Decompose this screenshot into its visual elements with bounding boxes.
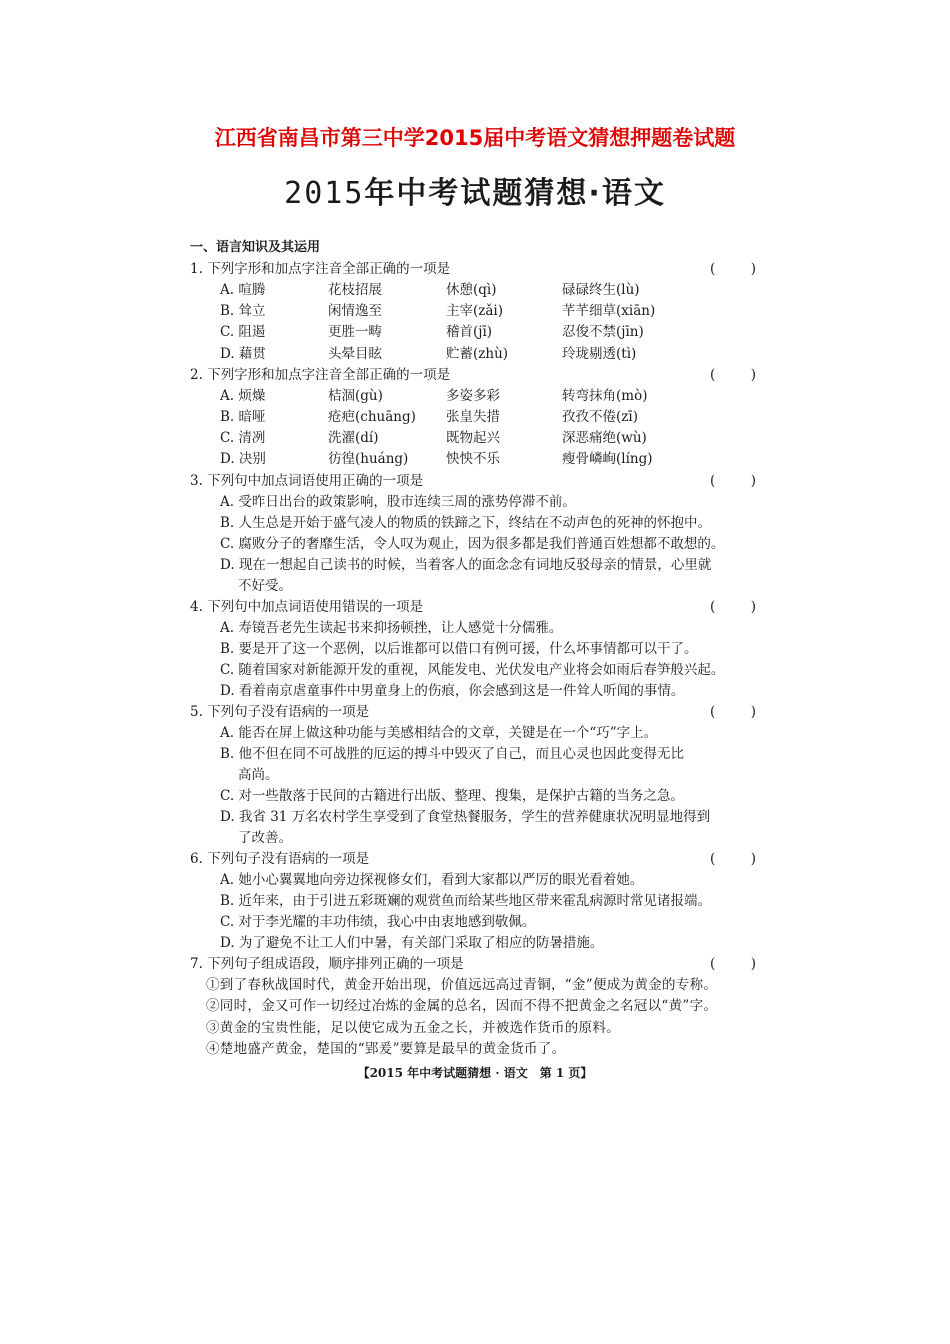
option-sentence [190, 534, 756, 555]
option-cell: 深恶痛绝(wù) [562, 430, 647, 447]
sentence-text: A. 寿镜吾老先生读起书来抑扬顿挫，让人感觉十分儒雅。 [220, 619, 563, 636]
option-cell: B. 暗哑 [220, 408, 266, 425]
option-row [190, 301, 756, 322]
exam-title-text: 年中考试题猜想·语文 [364, 176, 666, 211]
option-cell: 怏怏不乐 [446, 451, 500, 468]
option-cell: 桔涸(gù) [328, 387, 383, 404]
option-sentence [190, 933, 756, 954]
option-row [190, 386, 756, 407]
sentence-text: A. 能否在屏上做这种功能与美感相结合的文章，关键是在一个“巧”字上。 [220, 724, 658, 741]
sentence-text: B. 要是开了这一个恶例，以后谁都可以借口有例可援，什么坏事情都可以干了。 [220, 640, 698, 657]
bracket-left: ( [710, 850, 716, 867]
option-cell: B. 耸立 [220, 303, 266, 320]
option-sentence [190, 618, 756, 639]
option-sentence [190, 975, 756, 997]
option-cell: 闲情逸至 [328, 303, 382, 320]
sentence-text: ④楚地盛产黄金，楚国的“郢爰”要算是最早的黄金货币了。 [206, 1041, 566, 1057]
option-cell: C. 阻遏 [220, 324, 266, 341]
sentence-continuation: 不好受。 [238, 577, 292, 594]
document-title: 江西省南昌市第三中学2015届中考语文猜想押题卷试题 [214, 126, 736, 150]
page-footer: 【2015 年中考试题猜想 · 语文 第 1 页】 [357, 1066, 593, 1080]
sentence-text: ①到了春秋战国时代，黄金开始出现，价值远远高过青铜，“金”便成为黄金的专称。 [206, 976, 718, 993]
sentence-text: B. 近年来，由于引进五彩斑斓的观赏鱼而给某些地区带来霍乱病源时常见诸报端。 [220, 892, 712, 909]
question-text: 1. 下列字形和加点字注音全部正确的一项是 [190, 261, 451, 277]
question-stem [190, 597, 756, 618]
option-sentence [190, 660, 756, 681]
exam-title-year: 2015 [284, 176, 365, 211]
option-cell: 碌碌终生(lù) [562, 282, 640, 298]
option-sentence [190, 681, 756, 702]
option-cell: 洗濯(dí) [328, 430, 379, 447]
option-cell: 瘦骨嶙峋(líng) [562, 451, 653, 468]
option-row [190, 407, 756, 428]
sentence-text: A. 她小心翼翼地向旁边探视修女们，看到大家都以严厉的眼光看着她。 [220, 871, 644, 888]
option-cell: D. 决别 [220, 451, 266, 468]
answer-bracket [710, 849, 756, 870]
option-sentence [190, 807, 756, 849]
question-stem [190, 702, 756, 723]
option-sentence [190, 492, 756, 513]
question-stem [190, 849, 756, 870]
option-cell: 既物起兴 [446, 430, 500, 447]
bracket-right: ) [750, 366, 756, 383]
sentence-text: C. 对于李光耀的丰功伟绩，我心中由衷地感到敬佩。 [220, 913, 536, 930]
bracket-left: ( [710, 472, 716, 489]
option-sentence [190, 723, 756, 744]
option-cell: 多姿多彩 [446, 387, 500, 404]
option-cell: 芊芊细草(xiān) [562, 303, 656, 320]
option-sentence [190, 1018, 756, 1040]
option-cell: 孜孜不倦(zī) [562, 408, 638, 425]
sentence-text: D. 看着南京虐童事件中男童身上的伤痕，你会感到这是一件耸人听闻的事情。 [220, 682, 685, 699]
option-sentence [190, 996, 756, 1018]
bracket-left: ( [710, 703, 716, 720]
option-cell: C. 清冽 [220, 430, 266, 447]
answer-bracket [710, 471, 756, 492]
sentence-text: A. 受昨日出台的政策影响，股市连续三周的涨势停滞不前。 [220, 493, 576, 510]
bracket-left: ( [710, 261, 716, 277]
option-row [190, 449, 756, 470]
option-row [190, 428, 756, 449]
option-cell: 休憩(qì) [446, 282, 497, 298]
section-heading: 一、语言知识及其运用 [190, 240, 321, 255]
option-cell: 忍俊不禁(jīn) [562, 324, 644, 341]
question-stem [190, 471, 756, 492]
option-cell: 疮疤(chuāng) [328, 408, 416, 425]
sentence-text: D. 现在一想起自己读书的时候，当着客人的面念念有词地反驳母亲的情景，心里就 [220, 556, 712, 573]
option-cell: 花枝招展 [328, 282, 382, 298]
option-sentence [190, 744, 756, 786]
sentence-text: ③黄金的宝贵性能，足以使它成为五金之长，并被选作货币的原料。 [206, 1019, 620, 1036]
sentence-continuation: 了改善。 [238, 829, 292, 846]
bracket-right: ) [750, 261, 756, 277]
question-text: 7. 下列句子组成语段，顺序排列正确的一项是 [190, 955, 464, 972]
bracket-left: ( [710, 366, 716, 383]
sentence-text: B. 人生总是开始于盛气凌人的物质的铁蹄之下，终结在不动声色的死神的怀抱中。 [220, 514, 712, 531]
bracket-right: ) [750, 850, 756, 867]
bracket-left: ( [710, 598, 716, 615]
option-cell: 稽首(jī) [446, 324, 493, 341]
option-cell: 头晕目眩 [328, 345, 382, 362]
question-text: 6. 下列句子没有语病的一项是 [190, 850, 370, 867]
option-cell: 更胜一畴 [328, 324, 382, 341]
sentence-text: C. 对一些散落于民间的古籍进行出版、整理、搜集，是保护古籍的当务之急。 [220, 787, 684, 804]
sentence-text: ②同时，金又可作一切经过冶炼的金属的总名，因而不得不把黄金之名冠以“黄”字。 [206, 998, 718, 1014]
option-sentence [190, 555, 756, 597]
answer-bracket [710, 365, 756, 386]
sentence-text: D. 我省 31 万名农村学生享受到了食堂热餐服务，学生的营养健康状况明显地得到 [220, 808, 711, 825]
answer-bracket [710, 954, 756, 975]
sentence-continuation: 高尚。 [238, 766, 279, 783]
sentence-text: C. 腐败分子的奢靡生活，令人叹为观止，因为很多都是我们普通百姓想都不敢想的。 [220, 535, 725, 552]
answer-bracket [710, 597, 756, 618]
option-cell: 主宰(zǎi) [446, 303, 504, 320]
option-row [190, 280, 756, 301]
answer-bracket [710, 259, 756, 280]
sentence-text: B. 他不但在同不可战胜的厄运的搏斗中毁灭了自己，而且心灵也因此变得无比 [220, 745, 685, 762]
question-text: 5. 下列句子没有语病的一项是 [190, 703, 370, 720]
question-text: 4. 下列句中加点词语使用错误的一项是 [190, 598, 424, 615]
option-sentence [190, 513, 756, 534]
bracket-right: ) [750, 598, 756, 615]
question-text: 2. 下列字形和加点字注音全部正确的一项是 [190, 366, 451, 383]
option-sentence [190, 639, 756, 660]
option-sentence [190, 1039, 756, 1061]
option-cell: 贮蓄(zhù) [446, 345, 509, 362]
question-text: 3. 下列句中加点词语使用正确的一项是 [190, 472, 424, 489]
bracket-right: ) [750, 472, 756, 489]
answer-bracket [710, 702, 756, 723]
option-cell: 彷徨(huáng) [328, 451, 409, 468]
option-cell: 转弯抹角(mò) [562, 387, 648, 404]
exam-title [0, 168, 950, 212]
question-stem [190, 365, 756, 386]
option-cell: D. 藉贯 [220, 345, 266, 362]
question-list [190, 238, 756, 1061]
option-row [190, 322, 756, 343]
question-stem [190, 259, 756, 280]
question-stem [190, 954, 756, 975]
option-sentence [190, 912, 756, 933]
option-cell: A. 烦燥 [220, 387, 266, 404]
sentence-text: D. 为了避免不让工人们中暑，有关部门采取了相应的防暑措施。 [220, 934, 604, 951]
option-sentence [190, 891, 756, 912]
bracket-left: ( [710, 955, 716, 972]
bracket-right: ) [750, 955, 756, 972]
option-row [190, 344, 756, 365]
option-sentence [190, 870, 756, 891]
bracket-right: ) [750, 703, 756, 720]
sentence-text: C. 随着国家对新能源开发的重视，风能发电、光伏发电产业将会如雨后春笋般兴起。 [220, 661, 725, 678]
option-cell: 张皇失措 [446, 408, 500, 425]
option-cell: 玲珑剔透(tì) [562, 345, 637, 362]
option-sentence [190, 786, 756, 807]
option-cell: A. 喧腾 [220, 282, 266, 298]
